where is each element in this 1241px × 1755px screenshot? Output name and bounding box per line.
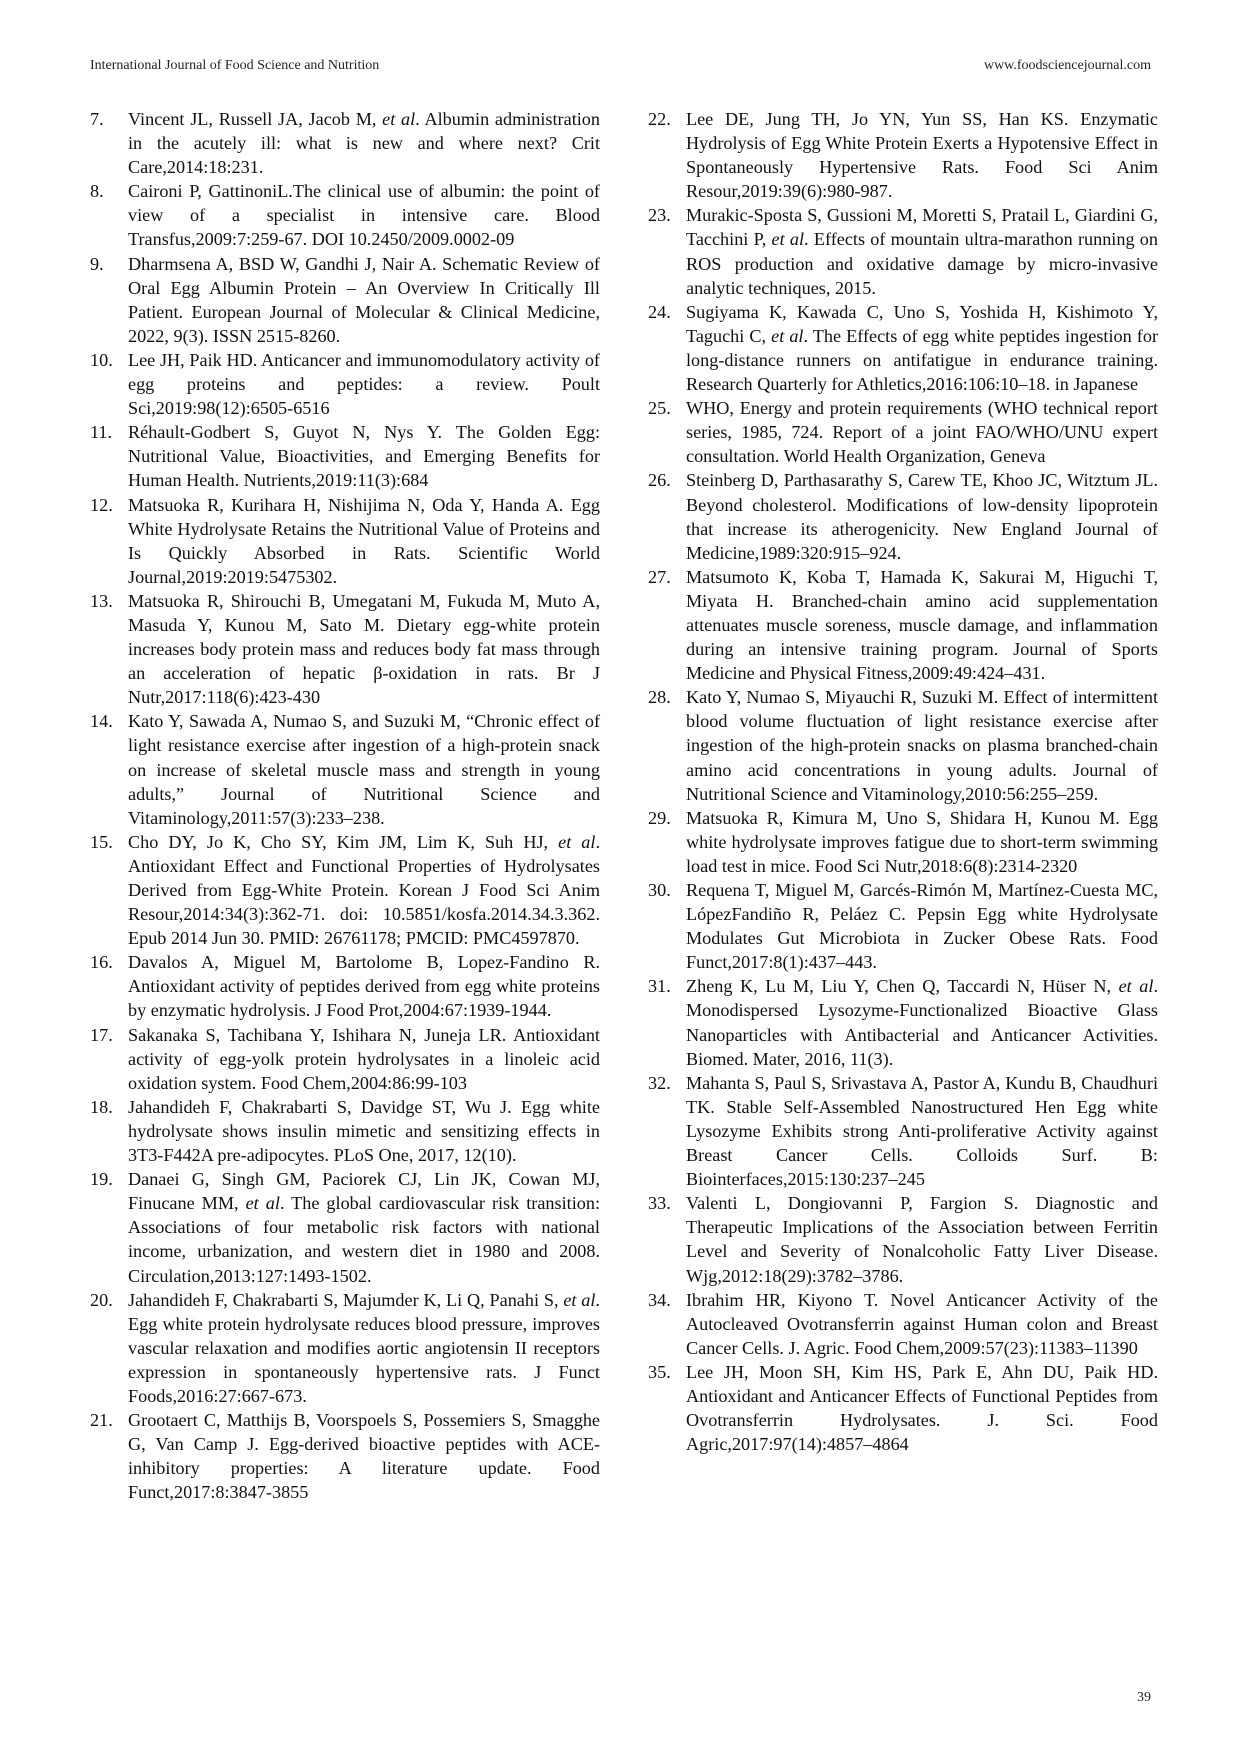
reference-text-part: Matsumoto K, Koba T, Hamada K, Sakurai M, Higuchi T, Miyata H. Branched-chain amino acid supplementation attenuates muscle soreness, muscle damage, and inflammation during an intensive training program. Journal of Sports Medicine and Physical Fitness,2009:49:424–431. [686, 566, 1158, 684]
reference-number: 34. [648, 1289, 671, 1310]
reference-text [128, 1023, 600, 1095]
reference-text-part: Grootaert C, Matthijs B, Voorspoels S, Possemiers S, Smagghe G, Van Camp J. Egg-derived bioactive peptides with ACE-inhibitory properties: A literature update. Food Funct,2017:8:3847-3855 [128, 1410, 600, 1503]
reference-text-part: Matsuoka R, Shirouchi B, Umegatani M, Fukuda M, Muto A, Masuda Y, Kunou M, Sato M. Dietary egg-white protein increases body protein mass and reduces body fat mass through an acceleration of hepatic β-oxidation in rats. Br J Nutr,2017:118(6):423-430 [128, 590, 600, 708]
reference-number: 30. [648, 880, 671, 900]
reference-text [686, 107, 1158, 203]
reference-text [686, 1288, 1158, 1360]
reference-text [686, 685, 1158, 805]
reference-et-al: et al [771, 229, 805, 250]
reference-text-part: . Effects of mountain ultra-marathon running on ROS production and oxidative damage by micro-invasive analytic techniques, 2015. [686, 229, 1158, 298]
reference-text-part: . The global cardiovascular risk transition: Associations of four metabolic risk factors with national income, urbanization, and western diet in 1980 and 2008. Circulation,2013:127:1493-1502. [128, 1193, 600, 1286]
reference-text [686, 396, 1158, 468]
reference-item [648, 300, 1158, 396]
reference-number: 29. [648, 807, 671, 828]
reference-text-part: Danaei G, Singh GM, Paciorek CJ, Lin JK, Cowan MJ, Finucane MM, [128, 1169, 600, 1214]
reference-text [128, 252, 600, 348]
reference-number: 33. [648, 1193, 671, 1214]
reference-et-al: et al [245, 1193, 280, 1214]
reference-number: 22. [648, 109, 671, 129]
reference-et-al: et al [563, 1289, 596, 1310]
reference-text-part: Jahandideh F, Chakrabarti S, Davidge ST, Wu J. Egg white hydrolysate shows insulin mimetic and sensitizing effects in 3T3-F442A pre-adipocytes. PLoS One, 2017, 12(10). [128, 1096, 600, 1166]
reference-text-part: Sakanaka S, Tachibana Y, Ishihara N, Juneja LR. Antioxidant activity of egg-yolk protein hydrolysates in a linoleic acid oxidation system. Food Chem,2004:86:99-103 [128, 1024, 600, 1093]
reference-text [686, 565, 1158, 685]
reference-text-part: Zheng K, Lu M, Liu Y, Chen Q, Taccardi N, Hüser N, [686, 976, 1119, 997]
reference-item [90, 252, 600, 348]
reference-text-part: Matsuoka R, Kurihara H, Nishijima N, Oda Y, Handa A. Egg White Hydrolysate Retains the Nutritional Value of Proteins and Is Quickly Absorbed in Rats. Scientific World Journal,2019:2019:5475302. [128, 494, 600, 587]
reference-text-part: . The Effects of egg white peptides ingestion for long-distance runners on antifatigue in endurance training. Research Quarterly for Athletics,2016:106:10–18. in Japanese [686, 325, 1159, 395]
reference-text-part: . Albumin administration in the acutely ill: what is new and where next? Crit Care,2014:18:231. [128, 109, 600, 178]
reference-item [90, 1095, 600, 1167]
reference-text-part: Vincent JL, Russell JA, Jacob M, [128, 109, 383, 129]
reference-number: 23. [648, 205, 671, 226]
reference-text [128, 950, 600, 1022]
reference-text-part: . Antioxidant Effect and Functional Properties of Hydrolysates Derived from Egg-White Protein. Korean J Food Sci Anim Resour,2014:34(3):362-71. doi: 10.5851/kosfa.2014.34.3.362. Epub 2014 Jun 30. PMID: 26761178; PMCID: PMC4597870. [128, 831, 601, 949]
reference-item [648, 396, 1158, 468]
reference-text [686, 1191, 1158, 1287]
reference-item [90, 1167, 600, 1287]
reference-et-al: et al [558, 831, 596, 852]
reference-item [90, 950, 600, 1022]
reference-item [648, 806, 1158, 878]
reference-number: 31. [648, 976, 671, 997]
reference-item [648, 1191, 1158, 1287]
reference-item [90, 1288, 600, 1408]
reference-item [648, 565, 1158, 685]
reference-text-part: Davalos A, Miguel M, Bartolome B, Lopez-Fandino R. Antioxidant activity of peptides derived from egg white proteins by enzymatic hydrolysis. J Food Prot,2004:67:1939-1944. [128, 952, 600, 1021]
reference-text [128, 830, 600, 950]
reference-number: 17. [90, 1024, 113, 1045]
reference-number: 10. [90, 349, 113, 370]
reference-number: 14. [90, 711, 113, 732]
reference-text [686, 806, 1158, 878]
reference-text [128, 1095, 600, 1167]
reference-text [686, 1360, 1158, 1456]
reference-text-part: Kato Y, Numao S, Miyauchi R, Suzuki M. Effect of intermittent blood volume fluctuation of light resistance exercise after ingestion of the high-protein snacks on plasma branched-chain amino acid concentrations in young adults. Journal of Nutritional Science and Vitaminology,2010:56:255–259. [686, 687, 1158, 804]
reference-text-part: Jahandideh F, Chakrabarti S, Majumder K, Li Q, Panahi S, [128, 1289, 564, 1310]
reference-text-part: Matsuoka R, Kimura M, Uno S, Shidara H, Kunou M. Egg white hydrolysate improves fatigue due to short-term swimming load test in mice. Food Sci Nutr,2018:6(8):2314-2320 [686, 807, 1158, 876]
reference-number: 24. [648, 301, 671, 322]
references-right-column [648, 107, 1158, 1456]
reference-et-al: et al [1118, 976, 1154, 997]
reference-text [128, 107, 600, 179]
reference-et-al: et al [771, 325, 804, 346]
reference-text-part: Mahanta S, Paul S, Srivastava A, Pastor A, Kundu B, Chaudhuri TK. Stable Self-Assembled Nanostructured Hen Egg white Lysozyme Exhibits strong Anti-proliferative Activity against Breast Cancer Cells. Colloids Surf. B: Biointerfaces,2015:130:237–245 [686, 1072, 1158, 1190]
reference-text [686, 878, 1158, 974]
reference-text [686, 974, 1158, 1070]
reference-text-part: Murakic-Sposta S, Gussioni M, Moretti S, Pratail L, Giardini G, Tacchini P, [686, 205, 1158, 250]
reference-text [686, 468, 1158, 564]
reference-text [686, 203, 1158, 299]
reference-text [686, 1071, 1158, 1191]
reference-item [90, 493, 600, 589]
reference-text [128, 589, 600, 709]
reference-text [686, 300, 1158, 396]
reference-number: 26. [648, 470, 671, 491]
reference-item [648, 203, 1158, 299]
reference-number: 11. [90, 422, 113, 443]
reference-number: 19. [90, 1169, 113, 1190]
reference-number: 25. [648, 398, 671, 419]
reference-item [90, 1023, 600, 1095]
reference-text-part: Réhault-Godbert S, Guyot N, Nys Y. The Golden Egg: Nutritional Value, Bioactivities, and Emerging Benefits for Human Health. Nutrients,2019:11(3):684 [128, 422, 600, 491]
reference-item [90, 179, 600, 251]
reference-text-part: Lee JH, Moon SH, Kim HS, Park E, Ahn DU, Paik HD. Antioxidant and Anticancer Effects of Functional Peptides from Ovotransferrin Hydrolysates. J. Sci. Food Agric,2017:97(14):4857–4864 [686, 1361, 1158, 1455]
page-header [90, 58, 1151, 82]
reference-text [128, 348, 600, 420]
reference-text-part: Ibrahim HR, Kiyono T. Novel Anticancer Activity of the Autocleaved Ovotransferrin against Human colon and Breast Cancer Cells. J. Agric. Food Chem,2009:57(23):11383–11390 [686, 1289, 1158, 1358]
reference-number: 32. [648, 1072, 671, 1093]
reference-item [90, 348, 600, 420]
reference-number: 16. [90, 952, 113, 973]
reference-text [128, 1167, 600, 1287]
page-number: 39 [1137, 1690, 1151, 1705]
reference-text-part: Valenti L, Dongiovanni P, Fargion S. Diagnostic and Therapeutic Implications of the Association between Ferritin Level and Severity of Nonalcoholic Fatty Liver Disease. Wjg,2012:18(29):3782–3786. [686, 1193, 1158, 1286]
reference-text-part: Sugiyama K, Kawada C, Uno S, Yoshida H, Kishimoto Y, Taguchi C, [686, 301, 1158, 346]
reference-text [128, 420, 600, 492]
reference-text-part: Lee JH, Paik HD. Anticancer and immunomodulatory activity of egg proteins and peptides: a review. Poult Sci,2019:98(12):6505-6516 [128, 349, 600, 419]
reference-item [648, 685, 1158, 805]
reference-item [90, 107, 600, 179]
reference-text-part: Lee DE, Jung TH, Jo YN, Yun SS, Han KS. Enzymatic Hydrolysis of Egg White Protein Exerts a Hypotensive Effect in Spontaneously Hypertensive Rats. Food Sci Anim Resour,2019:39(6):980-987. [686, 109, 1158, 202]
reference-item [648, 468, 1158, 564]
reference-text-part: Dharmsena A, BSD W, Gandhi J, Nair A. Schematic Review of Oral Egg Albumin Protein – An Overview In Critically Ill Patient. European Journal of Molecular & Clinical Medicine, 2022, 9(3). ISSN 2515-8260. [128, 253, 600, 346]
reference-text-part: Requena T, Miguel M, Garcés-Rimón M, Martínez-Cuesta MC, LópezFandiño R, Peláez C. Pepsin Egg white Hydrolysate Modulates Gut Microbiota in Zucker Obese Rats. Food Funct,2017:8(1):437–443. [686, 880, 1158, 973]
reference-text-part: WHO, Energy and protein requirements (WHO technical report series, 1985, 724. Report of a joint FAO/WHO/UNU expert consultation. World Health Organization, Geneva [686, 398, 1158, 467]
reference-text [128, 1288, 600, 1408]
reference-item [648, 1360, 1158, 1456]
reference-item [90, 1408, 600, 1504]
reference-number: 20. [90, 1289, 113, 1310]
reference-text-part: Caironi P, GattinoniL.The clinical use of albumin: the point of view of a specialist in intensive care. Blood Transfus,2009:7:259-67. DOI 10.2450/2009.0002-09 [128, 181, 600, 250]
reference-text [128, 179, 600, 251]
reference-item [648, 974, 1158, 1070]
reference-item [648, 107, 1158, 203]
reference-text-part: Cho DY, Jo K, Cho SY, Kim JM, Lim K, Suh HJ, [128, 831, 559, 852]
reference-number: 27. [648, 566, 671, 587]
reference-et-al: et al [382, 109, 416, 129]
reference-number: 13. [90, 590, 113, 611]
reference-text-part: Kato Y, Sawada A, Numao S, and Suzuki M, “Chronic effect of light resistance exercise after ingestion of a high-protein snack on increase of skeletal muscle mass and strength in young adults,” Journal of Nutritional Science and Vitaminology,2011:57(3):233–238. [128, 711, 600, 828]
reference-item [90, 420, 600, 492]
reference-item [648, 878, 1158, 974]
reference-number: 9. [90, 253, 104, 274]
reference-number: 18. [90, 1096, 113, 1117]
reference-number: 15. [90, 831, 113, 852]
reference-number: 12. [90, 494, 113, 515]
reference-number: 8. [90, 181, 104, 202]
reference-item [648, 1288, 1158, 1360]
references-left-column [90, 107, 600, 1504]
reference-item [90, 589, 600, 709]
reference-text-part: Steinberg D, Parthasarathy S, Carew TE, Khoo JC, Witztum JL. Beyond cholesterol. Modifications of low-density lipoprotein that increase its atherogenicity. New England Journal of Medicine,1989:320:915–924. [686, 470, 1158, 563]
reference-number: 28. [648, 687, 671, 708]
reference-item [90, 709, 600, 829]
journal-website[interactable]: www.foodsciencejournal.com [983, 58, 1151, 73]
reference-text [128, 493, 600, 589]
reference-text-part: . Monodispersed Lysozyme-Functionalized Bioactive Glass Nanoparticles with Antibacterial and Anticancer Activities. Biomed. Mater, 2016, 11(3). [686, 976, 1158, 1069]
reference-number: 7. [90, 109, 104, 129]
journal-title: International Journal of Food Science and Nutrition [90, 58, 380, 73]
reference-text [128, 1408, 600, 1504]
reference-item [90, 830, 600, 950]
reference-item [648, 1071, 1158, 1191]
reference-number: 21. [90, 1410, 113, 1431]
reference-text [128, 709, 600, 829]
reference-text-part: . Egg white protein hydrolysate reduces blood pressure, improves vascular relaxation and modifies aortic angiotensin II receptors expression in spontaneously hypertensive rats. J Funct Foods,2016:27:667-673. [128, 1289, 600, 1406]
reference-number: 35. [648, 1361, 671, 1382]
